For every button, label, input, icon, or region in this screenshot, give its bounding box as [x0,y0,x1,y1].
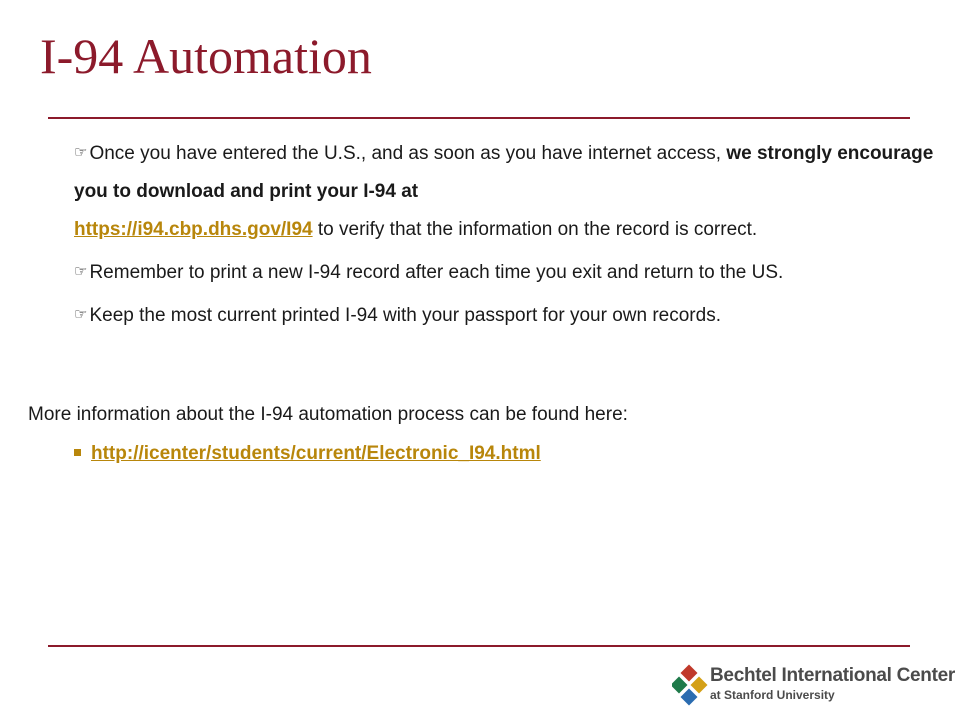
top-divider [48,117,910,119]
logo-wordmark [710,664,955,702]
i94-link[interactable]: https://i94.cbp.dhs.gov/I94 [74,219,313,240]
more-info-link-item [74,437,541,471]
bullet-bold-text: we strongly encourage you to download and print your I-94 at [74,143,934,202]
bullet-item [74,134,954,249]
bullet-list [74,134,954,339]
logo-subtitle: at Stanford University [710,688,835,702]
bullet-item [74,296,954,335]
bullet-text: Once you have entered the U.S., and as soon as you have internet access, [89,143,727,164]
pointing-hand-icon: ☞ [74,263,88,280]
pointing-hand-icon: ☞ [74,306,88,323]
bullet-text-post: to verify that the information on the record is correct. [312,219,758,240]
bullet-text: Remember to print a new I-94 record after each time you exit and return to the US. [89,262,784,283]
logo-name: Bechtel International Center [710,665,955,686]
pointing-hand-icon: ☞ [74,144,88,161]
bottom-divider [48,645,910,647]
electronic-i94-link[interactable]: http://icenter/students/current/Electronic_I94.html [91,443,541,464]
bullet-text: Keep the most current printed I-94 with your passport for your own records. [89,305,721,326]
bullet-item [74,253,954,292]
more-info-text: More information about the I-94 automation process can be found here: [28,404,628,425]
square-bullet-icon [74,449,81,456]
slide-title: I-94 Automation [40,28,372,84]
